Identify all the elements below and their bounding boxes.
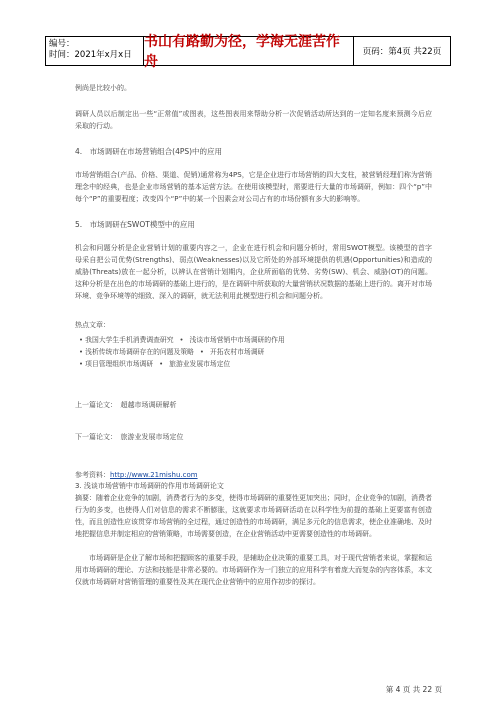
prev-article[interactable]: 上一篇论文： 超越市场调研解析 xyxy=(75,401,177,409)
header-motto: 书山有路勤为径，学海无涯苦作舟 xyxy=(144,37,354,65)
reference-link[interactable]: http://www.21mishu.com xyxy=(110,471,198,479)
header-page-info: 页码：第4页 共22页 xyxy=(362,47,442,57)
next-article[interactable]: 下一篇论文： 旅游业发展市场定位 xyxy=(75,433,184,441)
page-header xyxy=(45,34,451,70)
page-footer: 第 4 页 共 22 页 xyxy=(385,685,442,694)
hot-row: • 我国大学生手机消费调查研究 • 浅谈市场营销中市场调研的作用 xyxy=(79,336,285,344)
header-meta xyxy=(46,37,144,65)
article-title: 3. 浅谈市场营销中市场调研的作用市场调研论文 xyxy=(75,482,224,490)
paragraph-1: 调研人员以后制定出一些“正常值”或图表，这些图表用来帮助分析一次促销活动所达到的一定知名度来预测今后应采取的行动。 xyxy=(75,110,432,130)
section-heading-5: 5. 市场调研在SWOT模型中的应用 xyxy=(75,220,195,229)
paragraph-3: 机会和问题分析是企业营销计划的重要内容之一，企业在进行机会和问题分析时，常用SWOT模型。该模型的首字母采自把公司优势(Strengths)、弱点(Weaknesses)以及它所处的外部环境提供的机遇(Opportunities)和造成的威胁(Threats)放在一起分析，以辨认在营销计划期内，企业所面临的优势、劣势(SW)、机会、威胁(OT)的问题。这种分析是在出色的市场调研的基础上进行的，是在调研中所获取的大量营销状况数据的基础上进行的。离开对市场环境、竞争环境等的细致、深入的调研，就无法利用此模型进行机会和问题分析。 xyxy=(75,244,432,300)
reference-label: 参考资料： xyxy=(75,471,110,479)
hot-article-link[interactable]: 项目管理组织市场调研 xyxy=(85,360,154,368)
hot-article-link[interactable]: 浅谈市场营销中市场调研的作用 xyxy=(189,336,285,344)
hot-articles-list xyxy=(75,334,432,370)
header-number-label: 编号： xyxy=(49,39,75,49)
reference-line xyxy=(75,470,432,480)
abstract: 摘要：随着企业竞争的加剧，消费者行为的多变，使得市场调研的重要性更加突出；同时，企业竞争的加剧，消费者行为的多变，也使得人们对信息的需求不断膨胀，这就要求市场调研活动在以科学性为前提的基础上更要富有创造性，而且创造性应该贯穿市场营销的全过程，通过创造性的市场调研，满足多元化的信息需求，使企业准确地、及时地把握信息并制定相应的营销策略，市场需要创造，在企业营销活动中更需要创造性的市场调研。 xyxy=(75,494,432,538)
hot-article-link[interactable]: 开拓农村市场调研 xyxy=(209,348,265,356)
hot-row: • 浅析传统市场调研存在的问题及策略 • 开拓农村市场调研 xyxy=(79,348,265,356)
hot-article-link[interactable]: 旅游业发展市场定位 xyxy=(169,360,231,368)
paragraph-4: 市场调研是企业了解市场和把握顾客的重要手段，是辅助企业决策的重要工具，对于现代营销者来说，掌握和运用市场调研的理论、方法和技能是非常必要的。市场调研作为一门独立的应用科学有着庞大而复杂的内容体系，本文仅就市场调研对营销管理的重要性及其在现代企业营销中的应用作初步的探讨。 xyxy=(75,554,432,586)
section-heading-4: 4. 市场调研在市场营销组合(4PS)中的应用 xyxy=(75,147,223,156)
header-time-label: 时间：2021年x月x日 xyxy=(49,50,132,60)
hot-article-link[interactable]: 浅析传统市场调研存在的问题及策略 xyxy=(85,348,194,356)
hot-row: • 项目管理组织市场调研 • 旅游业发展市场定位 xyxy=(79,360,231,368)
paragraph-0: 例尚是比较小的。 xyxy=(75,84,131,92)
document-body xyxy=(75,80,432,588)
paragraph-2: 市场营销组合(产品、价格、渠道、促销)通常称为4PS，它是企业进行市场营销的四大支柱，被营销经理们称为营销理念中的经典，也是企业市场营销的基本运营方法。在使用该模型时，需要进行大量的市场调研，例如：四个“p”中每个“P”的重要程度；改变四个“P”中的某一个因素会对公司占有的市场份额有多大的影响等。 xyxy=(75,171,432,203)
hot-articles-title: 热点文章： xyxy=(75,321,110,329)
hot-article-link[interactable]: 我国大学生手机消费调查研究 xyxy=(85,336,174,344)
